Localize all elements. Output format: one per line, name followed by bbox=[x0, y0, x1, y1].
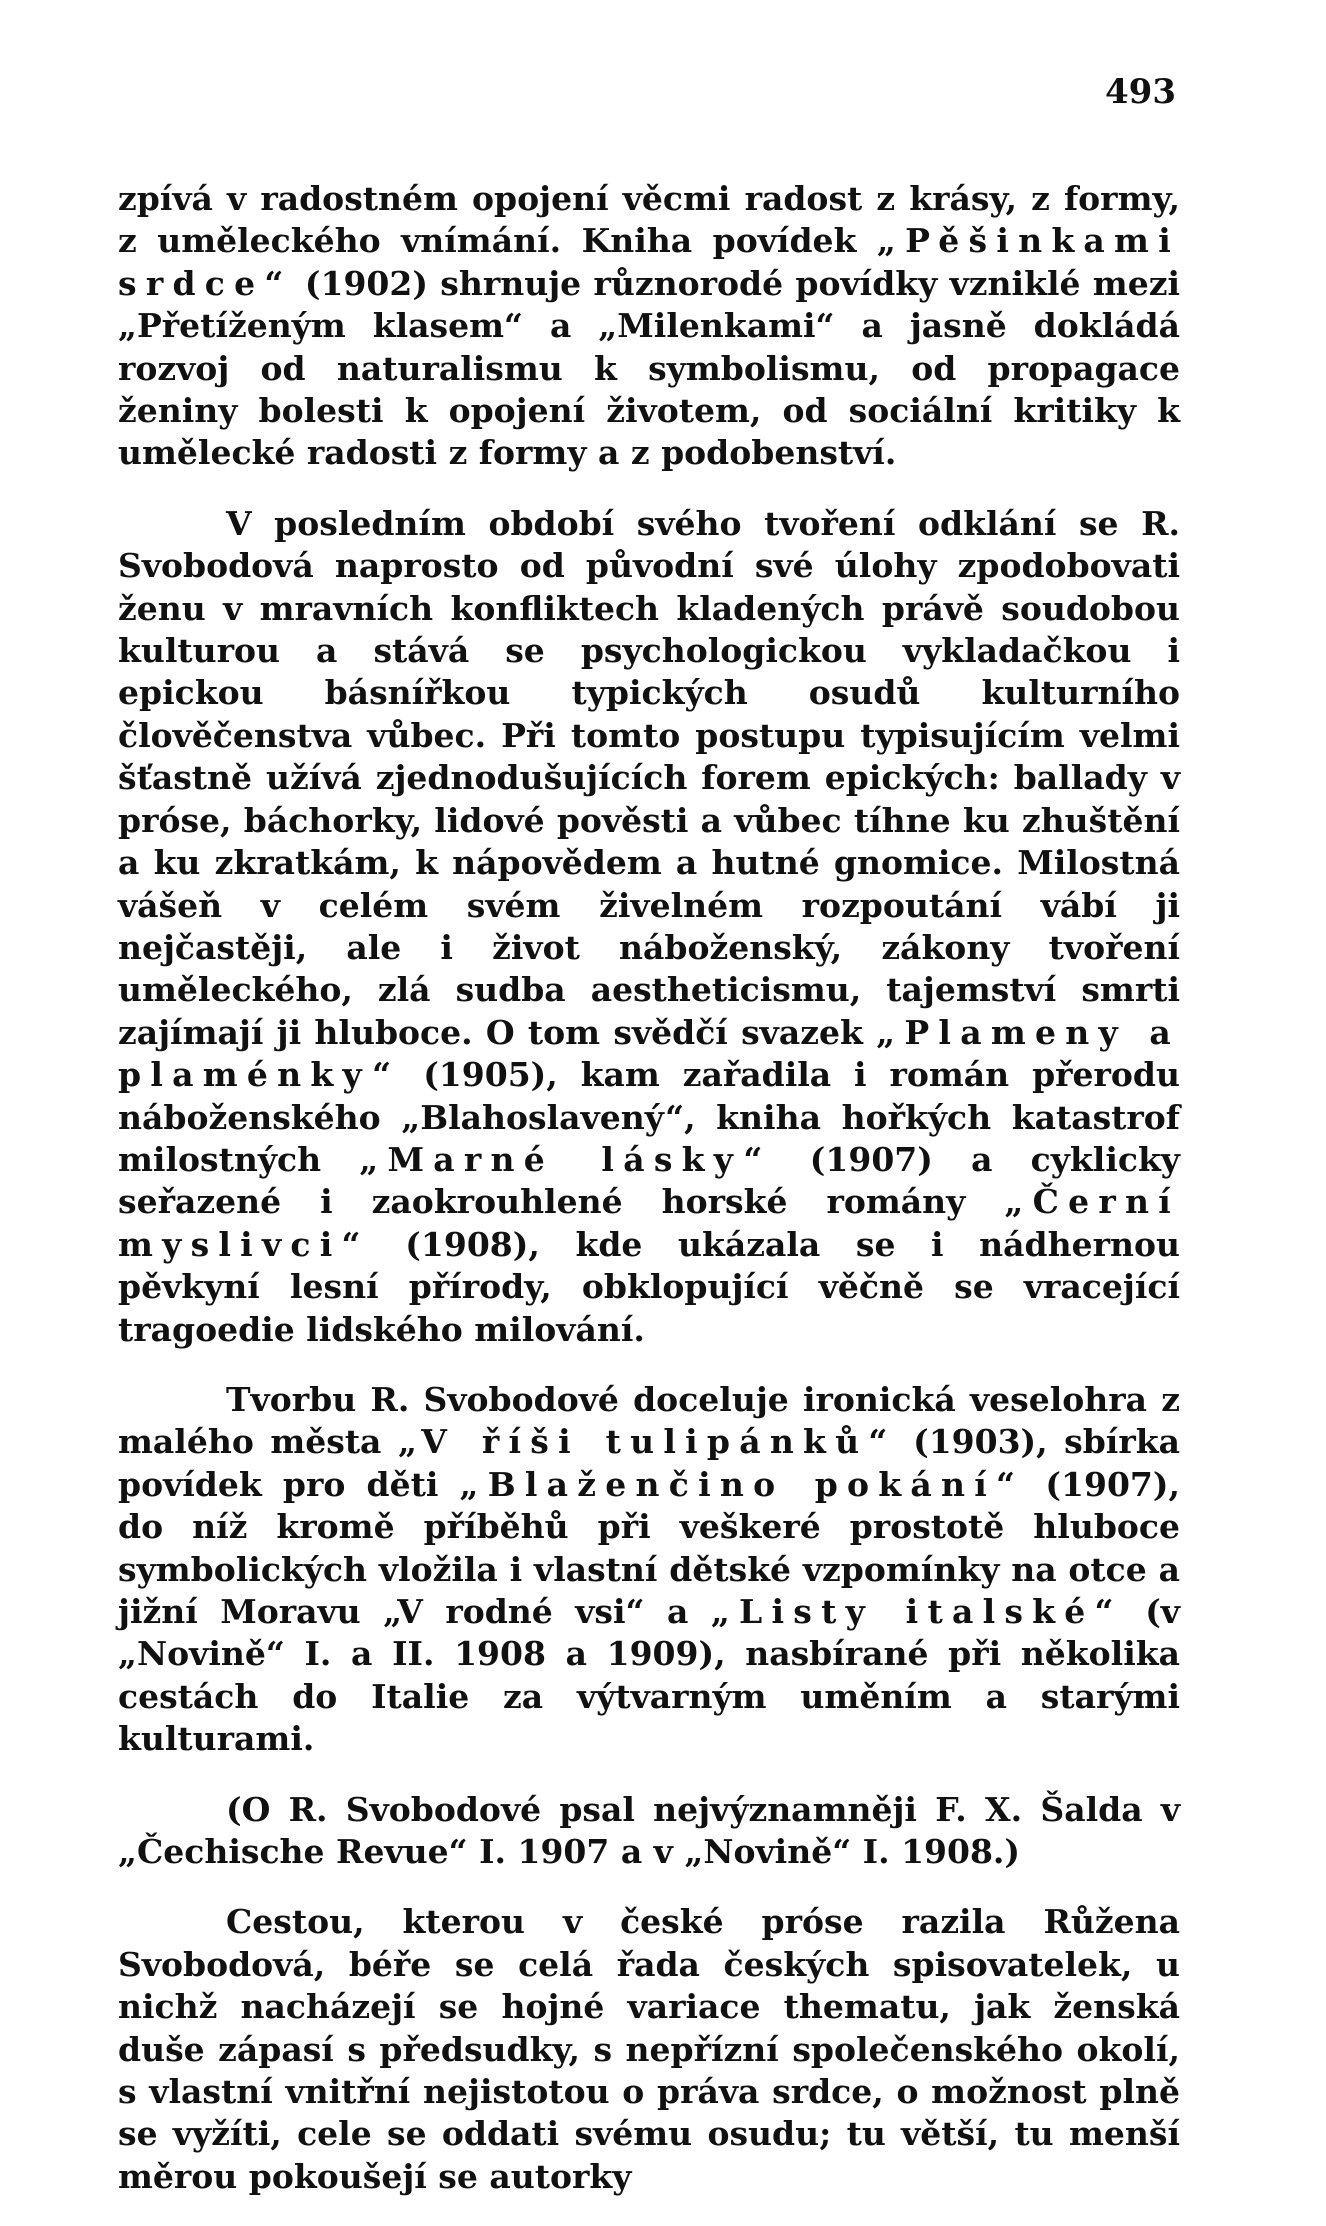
text-run: (v „Novině“ I. a II. 1908 a 1909), nasbírané při několika cestách do Italie za výtvarným uměním a starými kulturami. bbox=[118, 1592, 1180, 1759]
text-run: (1907), do níž kromě příběhů při veškeré prostotě hluboce symbolických vložila i vlastní dětské vzpomínky na otce a jižní Moravu „V rodné vsi“ a bbox=[118, 1464, 1180, 1631]
paragraph bbox=[118, 178, 1180, 475]
work-title: „Pěšinkami srdce“ bbox=[118, 221, 1180, 303]
paragraph bbox=[118, 1789, 1180, 1874]
text-run: (1905), kam zařadila i román přerodu náboženského „Blahoslavený“, kniha hořkých katastrof milostných bbox=[118, 1055, 1180, 1179]
text-run: zpívá v radostném opojení věcmi radost z krásy, z formy, z uměleckého vnímání. Kniha povídek bbox=[118, 179, 1180, 261]
text-run: (O R. Svobodové psal nejvýznamněji F. X. Šalda v „Čechische Revue“ I. 1907 a v „Novině“ I. 1908.) bbox=[118, 1789, 1180, 1872]
work-title: „Blaženčino pokání“ bbox=[459, 1464, 1025, 1504]
text-run: (1903), sbírka povídek pro děti bbox=[118, 1422, 1180, 1504]
body-text bbox=[118, 178, 1180, 2226]
text-run: (1907) a cyklicky seřazené i zaokrouhlené horské romány bbox=[118, 1139, 1180, 1222]
text-run: (1902) shrnuje různorodé povídky vzniklé mezi „Přetíženým klasem“ a „Milenkami“ a jasně dokládá rozvoj od naturalismu k symbolismu, od propagace ženiny bolesti k opojení životem, od sociální kritiky k umělecké radosti z formy a z podobenství. bbox=[118, 263, 1180, 473]
text-run: (1908), kde ukázala se i nádhernou pěvkyní lesní přírody, obklopující věčně se vracející tragoedie lidského milování. bbox=[118, 1224, 1180, 1349]
text-run: Cestou, kterou v české próse razila Růžena Svobodová, béře se celá řada českých spisovatelek, u nichž nacházejí se hojné variace thematu, jak ženská duše zápasí s předsudky, s nepřízní společenského okolí, s vlastní vnitřní nejistotou o práva srdce, o možnost plně se vyžíti, cele se oddati svému osudu; tu větší, tu menší měrou pokoušejí se autorky bbox=[118, 1902, 1180, 2196]
work-title: „V říši tulipánků“ bbox=[397, 1422, 897, 1462]
page-number: 493 bbox=[1105, 72, 1176, 112]
text-run: V posledním období svého tvoření odklání se R. Svobodová naprosto od původní své úlohy zpodobovati ženu v mravních konfliktech kladených právě soudobou kulturou a stává se psychologickou vykladačkou i epickou básnířkou typických osudů kulturního člověčenstva vůbec. Při tomto postupu typisujícím velmi šťastně užívá zjednodušujících forem epických: ballady v próse, báchorky, lidové pověsti a vůbec tíhne ku zhuštění a ku zkratkám, k nápovědem a hutné gnomice. Milostná vášeň v celém svém živelném rozpoutání vábí ji nejčastěji, ale i život náboženský, zákony tvoření uměleckého, zlá sudba aestheticismu, tajemství smrti zajímají ji hluboce. O tom svědčí svazek bbox=[118, 503, 1180, 1052]
work-title: „Listy italské“ bbox=[710, 1592, 1123, 1631]
paragraph bbox=[118, 1901, 1180, 2198]
text-run: Tvorbu R. Svobodové doceluje ironická veselohra z malého města bbox=[118, 1379, 1180, 1462]
work-title: „Plameny a plaménky“ bbox=[118, 1012, 1181, 1095]
paragraph bbox=[118, 503, 1180, 1351]
work-title: „Marné lásky“ bbox=[359, 1139, 772, 1179]
paragraph bbox=[118, 1379, 1180, 1761]
work-title: „Černí myslivci“ bbox=[118, 1182, 1180, 1264]
